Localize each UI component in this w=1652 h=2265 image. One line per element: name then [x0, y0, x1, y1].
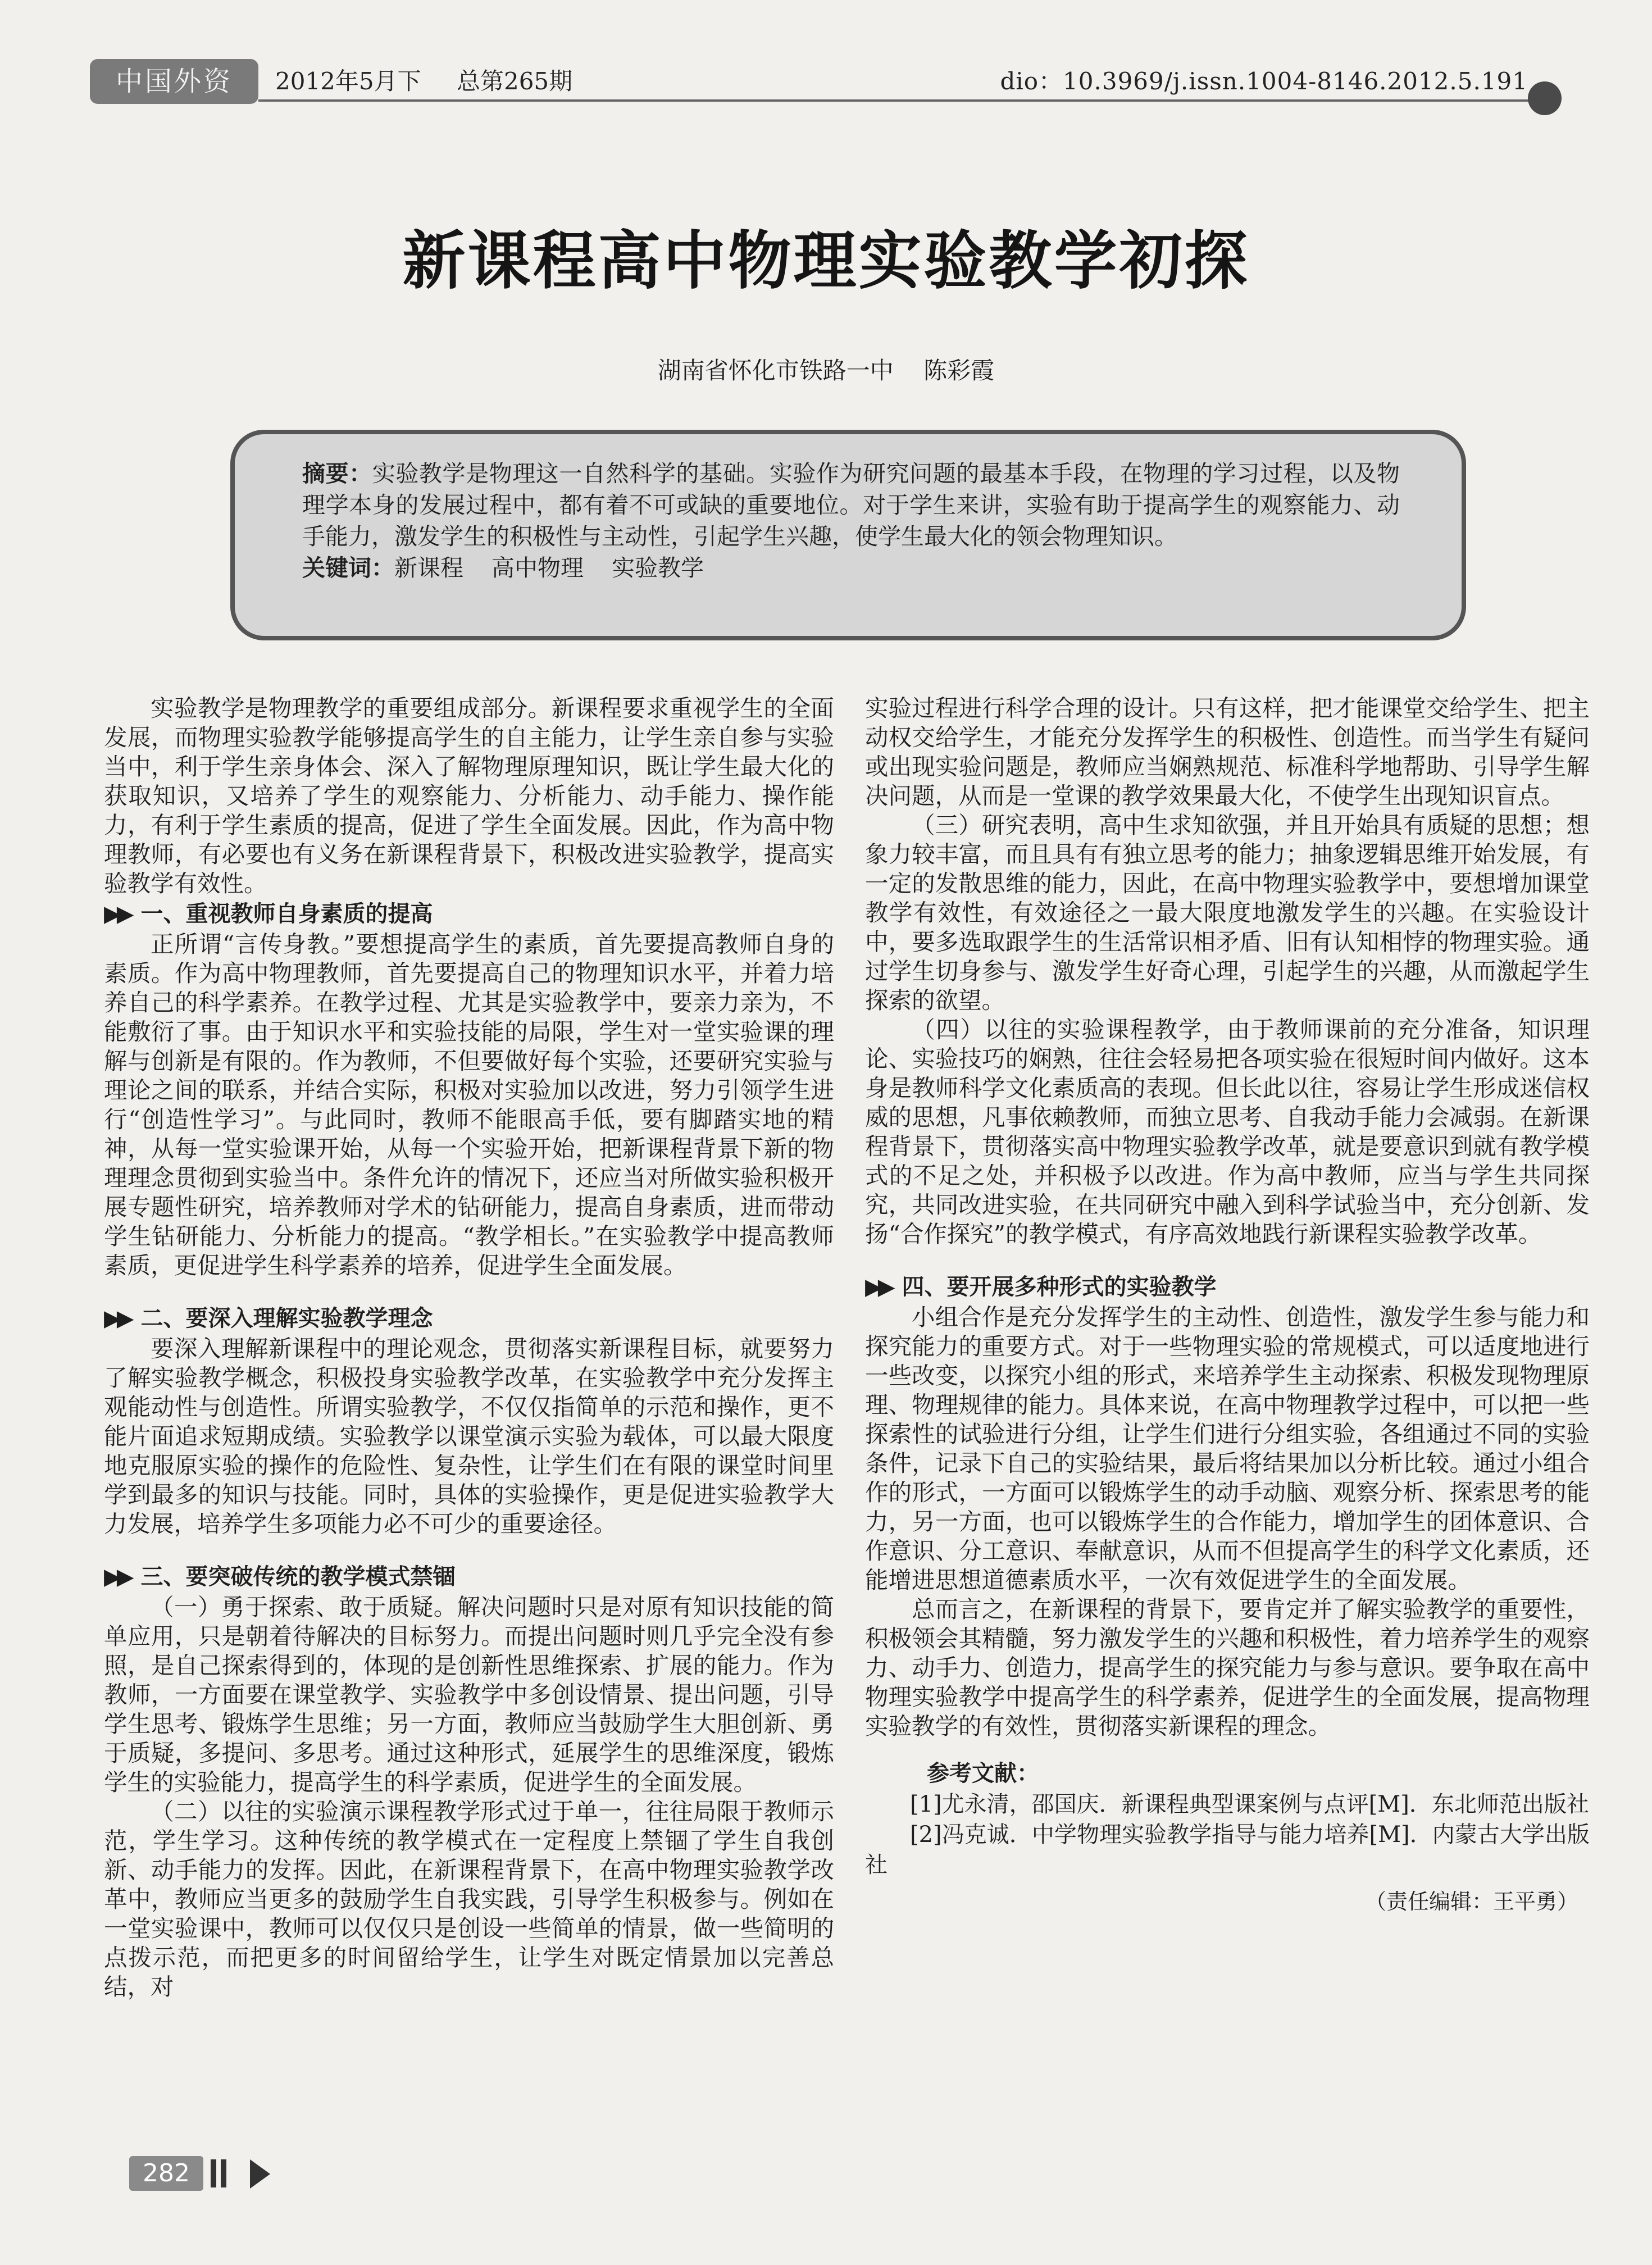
- keyword: 高中物理: [491, 554, 584, 581]
- section-3-paragraph-2-continued: 实验过程进行科学合理的设计。只有这样，把才能课堂交给学生、把主动权交给学生，才能充分发挥学生的积极性、创造性。而当学生有疑问或出现实验问题是，教师应当娴熟规范、标准科学地帮助、引导学生解决问题，从而是一堂课的教学效果最大化，不使学生出现知识盲点。: [865, 694, 1590, 809]
- section-arrow-icon: ▶▶: [104, 1306, 130, 1331]
- section-heading-4: ▶▶ 四、要开展多种形式的实验教学: [865, 1274, 1217, 1300]
- keyword: 实验教学: [612, 554, 704, 581]
- section-3-paragraph-3: （三）研究表明，高中生求知欲强，并且开始具有质疑的思想；想象力较丰富，而且具有有独立思考的能力；抽象逻辑思维开始发展，有一定的发散思维的能力，因此，在高中物理实验教学中，要想增加课堂教学有效性，有效途径之一最大限度地激发学生的兴趣。在实验设计中，要多选取跟学生的生活常识相矛盾、旧有认知相悖的物理实验。通过学生切身参与、激发学生好奇心理，引起学生的兴趣，从而激起学生探索的欲望。: [865, 811, 1590, 1014]
- abstract-text: 实验教学是物理这一自然科学的基础。实验作为研究问题的最基本手段，在物理的学习过程，以及物理学本身的发展过程中，都有着不可或缺的重要地位。对于学生来讲，实验有助于提高学生的观察能力、动手能力，激发学生的积极性与主动性，引起学生兴趣，使学生最大化的领会物理知识。: [302, 460, 1400, 550]
- author-name: 陈彩霞: [923, 357, 995, 384]
- header-dot-ornament: [1528, 81, 1562, 115]
- page-number: [129, 2156, 275, 2195]
- page-bars-ornament: [211, 2159, 231, 2190]
- keyword: 新课程: [394, 554, 463, 581]
- article-title: 新课程高中物理实验教学初探: [402, 224, 1250, 298]
- journal-name-badge: 中国外资: [90, 59, 258, 104]
- issue-info: [275, 65, 600, 98]
- page-arrow-icon: [250, 2159, 270, 2189]
- keywords: [302, 552, 1400, 584]
- abstract: [302, 458, 1400, 552]
- section-arrow-icon: ▶▶: [865, 1274, 891, 1300]
- conclusion-paragraph: 总而言之，在新课程的背景下，要肯定并了解实验教学的重要性，积极领会其精髓，努力激发学生的兴趣和积极性，着力培养学生的观察力、动手力、创造力，提高学生的探究能力与参与意识。要争取在高中物理实验教学中提高学生的科学素养，促进学生的全面发展，提高物理实验教学的有效性，贯彻落实新课程的理念。: [865, 1595, 1590, 1740]
- section-2-paragraph: 要深入理解新课程中的理论观念，贯彻落实新课程目标，就要努力了解实验教学概念，积极投身实验教学改革，在实验教学中充分发挥主观能动性与创造性。所谓实验教学，不仅仅指简单的示范和操作，更不能片面追求短期成绩。实验教学以课堂演示实验为载体，可以最大限度地克服原实验的操作的危险性、复杂性，让学生们在有限的课堂时间里学到最多的知识与技能。同时，具体的实验操作，更是促进实验教学大力发展，培养学生多项能力必不可少的重要途径。: [104, 1335, 834, 1538]
- intro-paragraph: 实验教学是物理教学的重要组成部分。新课程要求重视学生的全面发展，而物理实验教学能够提高学生的自主能力，让学生亲自参与实验当中，利于学生亲身体会、深入了解物理原理知识，既让学生最大化的获取知识，又培养了学生的观察能力、分析能力、动手能力、操作能力，有利于学生素质的提高，促进了学生全面发展。因此，作为高中物理教师，有必要也有义务在新课程背景下，积极改进实验教学，提高实验教学有效性。: [104, 694, 834, 897]
- body-column-left: [104, 694, 834, 2109]
- author-line: [0, 354, 1652, 388]
- body-column-right: [865, 694, 1590, 2109]
- issue-date: 2012年5月下: [275, 67, 421, 95]
- abstract-label: 摘要：: [302, 460, 372, 487]
- section-1-paragraph: 正所谓“言传身教。”要想提高学生的素质，首先要提高教师自身的素质。作为高中物理教师，首先要提高自己的物理知识水平，并着力培养自己的科学素养。在教学过程、尤其是实验教学中，要亲力亲为，不能敷衍了事。由于知识水平和实验技能的局限，学生对一堂实验课的理解与创新是有限的。作为教师，不但要做好每个实验，还要研究实验与理论之间的联系，并结合实际，积极对实验加以改进，努力引领学生进行“创造性学习”。与此同时，教师不能眼高手低，要有脚踏实地的精神，从每一堂实验课开始，从每一个实验开始，把新课程背景下新的物理理念贯彻到实验当中。条件允许的情况下，还应当对所做实验积极开展专题性研究，培养教师对学术的钻研能力，提高自身素质，进而带动学生钻研能力、分析能力的提高。“教学相长。”在实验教学中提高教师素质，更促进学生科学素养的培养，促进学生全面发展。: [104, 930, 834, 1279]
- section-heading-1: ▶▶ 一、重视教师自身素质的提高: [104, 901, 433, 927]
- section-heading-2: ▶▶ 二、要深入理解实验教学理念: [104, 1306, 433, 1331]
- section-3-paragraph-2: （二）以往的实验演示课程教学形式过于单一，往往局限于教师示范，学生学习。这种传统的教学模式在一定程度上禁锢了学生自我创新、动手能力的发挥。因此，在新课程背景下，在高中物理实验教学改革中，教师应当更多的鼓励学生自我实践，引导学生积极参与。例如在一堂实验课中，教师可以仅仅只是创设一些简单的情景，做一些简明的点拨示范，而把更多的时间留给学生，让学生对既定情景加以完善总结，对: [104, 1798, 834, 2000]
- section-arrow-icon: ▶▶: [104, 901, 130, 927]
- doi-label: dio：10.3969/j.issn.1004-8146.2012.5.191: [1000, 67, 1528, 95]
- section-arrow-icon: ▶▶: [104, 1564, 130, 1590]
- page-number-label: 282: [129, 2156, 203, 2191]
- author-affiliation: 湖南省怀化市铁路一中: [657, 357, 894, 384]
- keywords-label: 关键词：: [302, 554, 394, 581]
- section-3-paragraph-4: （四）以往的实验课程教学，由于教师课前的充分准备，知识理论、实验技巧的娴熟，往往会轻易把各项实验在很短时间内做好。这本身是教师科学文化素质高的表现。但长此以往，容易让学生形成迷信权威的思想，凡事依赖教师，而独立思考、自我动手能力会减弱。在新课程背景下，贯彻落实高中物理实验教学改革，就是要意识到就有教学模式的不足之处，并积极予以改进。作为高中教师，应当与学生共同探究，共同改进实验，在共同研究中融入到科学试验当中，充分创新、发扬“合作探究”的教学模式，有序高效地践行新课程实验教学改革。: [865, 1016, 1590, 1248]
- references-title: 参考文献：: [927, 1761, 1039, 1786]
- journal-header: [90, 59, 1562, 104]
- section-heading-3: ▶▶ 三、要突破传统的教学模式禁锢: [104, 1564, 456, 1590]
- reference-item: [1]尤永清，邵国庆．新课程典型课案例与点评[M]．东北师范出版社: [910, 1791, 1589, 1817]
- responsible-editor: （责任编辑：王平勇）: [1364, 1889, 1578, 1914]
- issue-number: 总第265期: [456, 67, 573, 95]
- abstract-box: [230, 430, 1466, 640]
- section-4-paragraph: 小组合作是充分发挥学生的主动性、创造性，激发学生参与能力和探究能力的重要方式。对于一些物理实验的常规模式，可以适度地进行一些改变，以探究小组的形式，来培养学生主动探索、积极发现物理原理、物理规律的能力。具体来说，在高中物理教学过程中，可以把一些探索性的试验进行分组，让学生们进行分组实验，各组通过不同的实验条件，记录下自己的实验结果，最后将结果加以分析比较。通过小组合作的形式，一方面可以锻炼学生的动手动脑、观察分析、探索思考的能力，另一方面，也可以锻炼学生的合作能力，增加学生的团体意识、合作意识、分工意识、奉献意识，从而不但提高学生的科学文化素质，还能增进思想道德素质水平，一次有效促进学生的全面发展。: [865, 1303, 1590, 1594]
- reference-item: [2]冯克诚．中学物理实验教学指导与能力培养[M]．内蒙古大学出版社: [865, 1822, 1590, 1878]
- header-divider: [258, 99, 1539, 102]
- section-3-paragraph-1: （一）勇于探索、敢于质疑。解决问题时只是对原有知识技能的简单应用，只是朝着待解决的目标努力。而提出问题时则几乎完全没有参照，是自己探索得到的，体现的是创新性思维探索、扩展的能力。作为教师，一方面要在课堂教学、实验教学中多创设情景、提出问题，引导学生思考、锻炼学生思维；另一方面，教师应当鼓励学生大胆创新、勇于质疑，多提问、多思考。通过这种形式，延展学生的思维深度，锻炼学生的实验能力，提高学生的科学素质，促进学生的全面发展。: [104, 1593, 834, 1796]
